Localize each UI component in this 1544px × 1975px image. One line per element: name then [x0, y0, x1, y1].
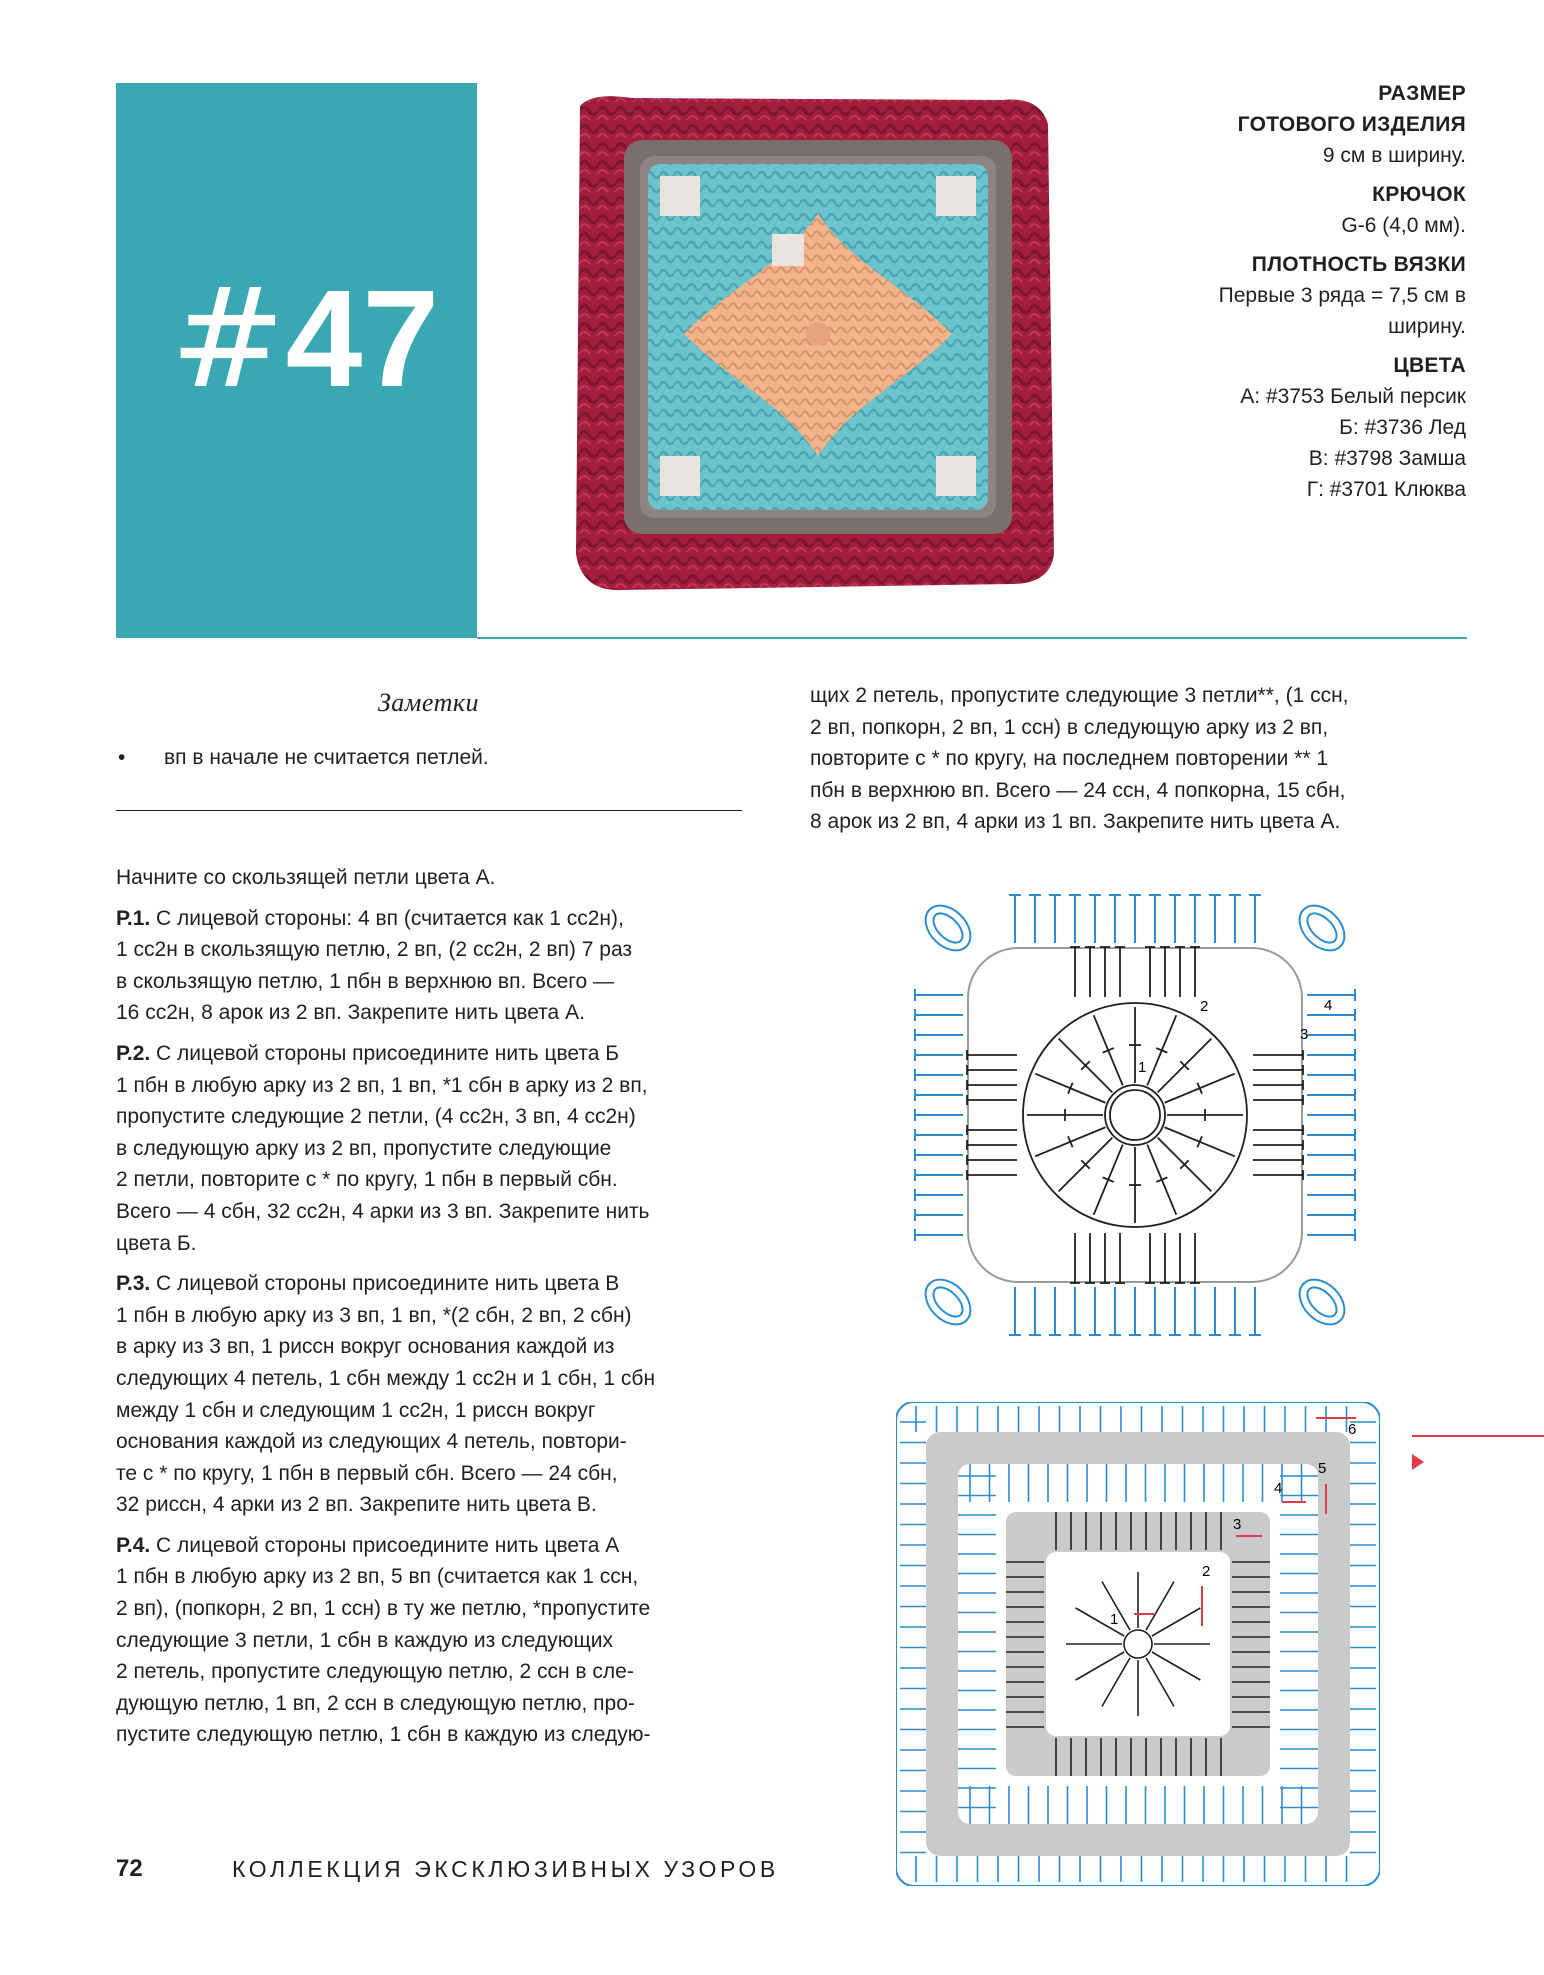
- notes-title: Заметки: [377, 688, 480, 717]
- notes-rule: [116, 810, 742, 811]
- size-heading-1: РАЗМЕР: [1378, 82, 1466, 105]
- row-1-paragraph: Р.1. С лицевой стороны: 4 вп (считается как 1 сс2н), 1 сс2н в скользящую петлю, 2 вп, (2 сс2н, 2 вп) 7 раз в скользящую петлю, 1 пбн в верхнюю вп. Всего — 16 сс2н, 8 арок из 2 вп. Закрепите нить цвета А.: [116, 906, 633, 1025]
- round-label-2: 2: [1200, 998, 1209, 1015]
- row-label: Р.1.: [116, 906, 151, 930]
- square-grey-fill: [896, 1402, 1380, 1886]
- popcorn-stitch: [1291, 1271, 1353, 1333]
- granny-square-photo: [562, 84, 1082, 604]
- round-1-2-stitches: [967, 947, 1303, 1283]
- gauge-value-line-2: ширину.: [1388, 315, 1466, 338]
- size-heading-2: ГОТОВОГО ИЗДЕЛИЯ: [1237, 113, 1466, 136]
- row-2-paragraph: Р.2. С лицевой стороны присоедините нить цвета Б 1 пбн в любую арку из 2 вп, 1 вп, *1 сбн в арку из 2 вп, пропустите следующие 2 петли, (4 сс2н, 3 вп, 4 сс2н) в следующую арку из 2 вп, пропустите следующие 2 петли, повторите с * по кругу, 1 пбн в первый сбн. Всего — 4 сбн, 32 сс2н, 4 арки из 3 вп. Закрепите нить цвета Б.: [116, 1041, 650, 1255]
- row-label: Р.2.: [116, 1041, 151, 1065]
- magic-ring: [1105, 1085, 1165, 1145]
- row-4-paragraph: Р.4. С лицевой стороны присоедините нить цвета А 1 пбн в любую арку из 2 вп, 5 вп (считается как 1 ссн, 2 вп), (попкорн, 2 вп, 1 ссн) в ту же петлю, *пропустите следующие 3 петли, 1 сбн в каждую из следующих 2 петель, пропустите следующую петлю, 2 ссн в сле- дующую петлю, 1 вп, 2 ссн в следующую петлю, про- пустите следующую петлю, 1 сбн в каждую из следую-: [116, 1533, 651, 1747]
- round-3-frame: [968, 948, 1302, 1282]
- pattern-specs: [1046, 78, 1466, 505]
- book-title: КОЛЛЕКЦИЯ ЭКСКЛЮЗИВНЫХ УЗОРОВ: [232, 1856, 779, 1882]
- size-value: 9 см в ширину.: [1322, 144, 1466, 167]
- notes-item-text: вп в начале не считается петлей.: [164, 746, 489, 769]
- gauge-value-line-1: Первые 3 ряда = 7,5 см в: [1218, 284, 1466, 307]
- pattern-number: #47: [170, 258, 440, 419]
- round-stitch-diagram: [900, 880, 1370, 1350]
- square-label-5: 5: [1318, 1460, 1327, 1477]
- square-label-1: 1: [1110, 1611, 1119, 1628]
- notes-item: [116, 744, 489, 772]
- page-number: 72: [116, 1855, 143, 1882]
- square-label-3: 3: [1233, 1516, 1242, 1533]
- popcorn-stitch: [917, 897, 979, 959]
- hook-value: G-6 (4,0 мм).: [1341, 214, 1466, 237]
- colors-heading: ЦВЕТА: [1393, 354, 1466, 377]
- round-4-outline: [915, 895, 1355, 1335]
- hook-heading: КРЮЧОК: [1372, 183, 1466, 206]
- popcorn-stitch: [917, 1271, 979, 1333]
- color-a: А: #3753 Белый персик: [1240, 385, 1466, 408]
- intro-text: Начните со скользящей петли цвета А.: [116, 866, 496, 889]
- section-marker-rule: [1412, 1435, 1544, 1437]
- row-label: Р.4.: [116, 1533, 151, 1557]
- round-3-outline: [968, 948, 1302, 1282]
- row-3-paragraph: Р.3. С лицевой стороны присоедините нить цвета В 1 пбн в любую арку из 3 вп, 1 вп, *(2 сбн, 2 вп, 2 сбн) в арку из 3 вп, 1 риссн вокруг основания каждой из следующих 4 петель, 1 сбн между 1 сс2н и 1 сбн, 1 сбн между 1 сбн и следующим 1 сс2н, 1 риссн вокруг основания каждой из следующих 4 петель, повтори- те с * по кругу, 1 пбн в первый сбн. Всего — 24 сбн, 32 риссн, 4 арки из 2 вп. Закрепите нить цвета В.: [116, 1272, 656, 1517]
- color-b: Б: #3736 Лед: [1339, 416, 1466, 439]
- instructions-column: [116, 862, 776, 1760]
- magic-ring-inner: [1110, 1090, 1160, 1140]
- square-label-4: 4: [1274, 1480, 1283, 1497]
- popcorn-stitch-inner: [928, 1282, 968, 1322]
- round-label-4: 4: [1324, 997, 1333, 1014]
- color-g: Г: #3701 Клюква: [1306, 478, 1466, 501]
- instructions-continuation: щих 2 петель, пропустите следующие 3 петли**, (1 ссн, 2 вп, попкорн, 2 вп, 1 ссн) в следующую арку из 2 вп, повторите с * по кругу, на последнем повторении ** 1 пбн в верхнюю вп. Всего — 24 ссн, 4 попкорна, 15 сбн, 8 арок из 2 вп, 4 арки из 1 вп. Закрепите нить цвета А.: [810, 684, 1349, 834]
- popcorn-stitch-inner: [1302, 908, 1342, 948]
- bullet: •: [118, 746, 126, 769]
- square-label-6: 6: [1348, 1421, 1357, 1438]
- round-label-3: 3: [1300, 1026, 1309, 1043]
- square-stitch-diagram: [896, 1402, 1380, 1886]
- popcorn-stitch-inner: [928, 908, 968, 948]
- header-rule: [477, 637, 1467, 639]
- gauge-heading: ПЛОТНОСТЬ ВЯЗКИ: [1251, 253, 1466, 276]
- popcorn-stitch-inner: [1302, 1282, 1342, 1322]
- popcorn-stitch: [1291, 897, 1353, 959]
- section-marker-arrow-icon: [1412, 1454, 1424, 1470]
- color-v: В: #3798 Замша: [1308, 447, 1466, 470]
- row-label: Р.3.: [116, 1272, 151, 1296]
- square-label-2: 2: [1202, 1563, 1211, 1580]
- round-label-1: 1: [1138, 1059, 1147, 1076]
